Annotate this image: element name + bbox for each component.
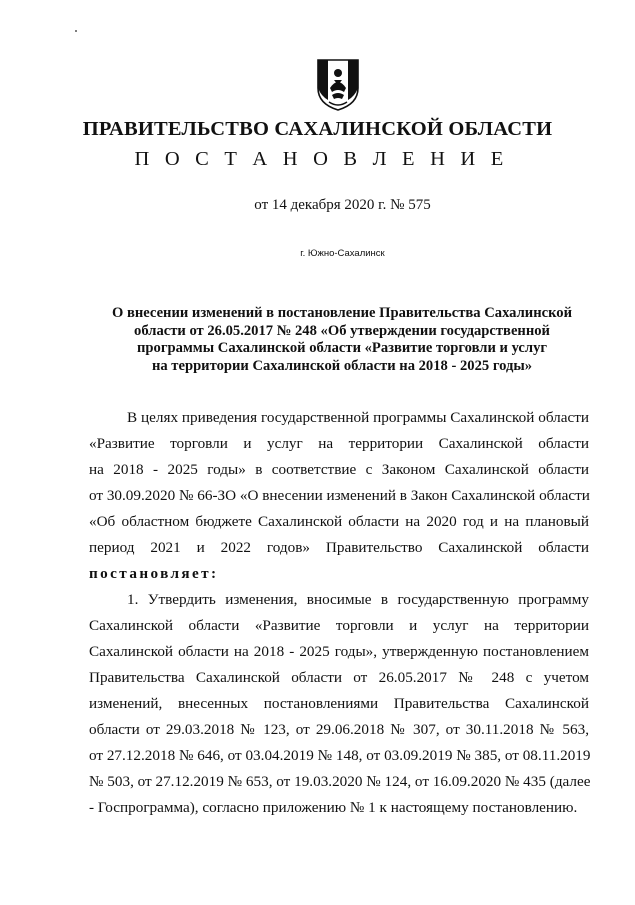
- item-1-line: № 503, от 27.12.2019 № 653, от 19.03.2020 № 124, от 16.09.2020 № 435 (далее: [89, 773, 591, 790]
- preamble-line: на 2018 - 2025 годы» в соответствие с Законом Сахалинской области: [89, 461, 589, 478]
- government-title: ПРАВИТЕЛЬСТВО САХАЛИНСКОЙ ОБЛАСТИ: [82, 118, 553, 140]
- item-1-line: области от 29.03.2018 № 123, от 29.06.2018 № 307, от 30.11.2018 № 563,: [89, 721, 589, 738]
- subject-line: программы Сахалинской области «Развитие торговли и услуг: [137, 340, 547, 357]
- item-1-line: Сахалинской области на 2018 - 2025 годы», утвержденную постановлением: [89, 643, 589, 660]
- document-type: П О С Т А Н О В Л Е Н И Е: [134, 148, 509, 170]
- item-1-line: Правительства Сахалинской области от 26.05.2017 № 248 с учетом: [89, 669, 589, 686]
- preamble-line: период 2021 и 2022 годов» Правительство Сахалинской области: [89, 539, 589, 556]
- item-1-line: 1. Утвердить изменения, вносимые в государственную программу: [127, 591, 589, 608]
- preamble-line: В целях приведения государственной программы Сахалинской области: [127, 409, 589, 426]
- subject-line: О внесении изменений в постановление Правительства Сахалинской: [111, 305, 573, 321]
- document-date-number: от 14 декабря 2020 г. № 575: [254, 197, 431, 213]
- subject-line: на территории Сахалинской области на 2018 - 2025 годы»: [151, 357, 533, 374]
- preamble-line: от 30.09.2020 № 66-ЗО «О внесении изменений в Закон Сахалинской области: [89, 487, 590, 504]
- item-1-line: изменений, внесенных постановлениями Правительства Сахалинской: [89, 695, 589, 712]
- document-subject: [90, 305, 594, 375]
- item-1-line: - Госпрограмма), согласно приложению № 1 к настоящему постановлению.: [89, 799, 578, 816]
- item-1-line: от 27.12.2018 № 646, от 03.04.2019 № 148, от 03.09.2019 № 385, от 08.11.2019: [89, 747, 591, 764]
- preamble-line: «Развитие торговли и услуг на территории Сахалинской области: [89, 435, 589, 452]
- sakhalin-coat-of-arms-icon: [316, 58, 360, 112]
- item-1-line: Сахалинской области «Развитие торговли и услуг на территории: [89, 617, 589, 634]
- document-city: г. Южно-Сахалинск: [300, 248, 385, 259]
- subject-line: области от 26.05.2017 № 248 «Об утверждении государственной: [134, 322, 550, 339]
- scan-speck: [75, 30, 77, 32]
- preamble-line: «Об областном бюджете Сахалинской области на 2020 год и на плановый: [89, 513, 589, 530]
- resolves-word: постановляет:: [89, 565, 219, 582]
